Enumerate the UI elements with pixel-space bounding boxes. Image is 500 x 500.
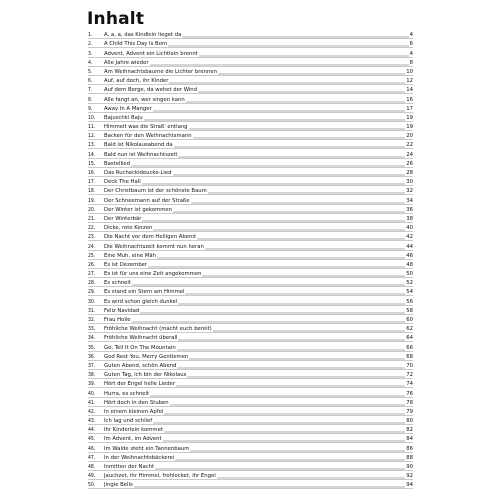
toc-entry-number: 15. — [88, 160, 96, 167]
toc-entry-number: 8. — [88, 96, 93, 103]
toc-entry-number: 7. — [88, 87, 93, 94]
toc-entry — [88, 39, 413, 48]
toc-entry-page: 34 — [406, 197, 413, 204]
toc-entry-title: Advent, Advent ein Lichtlein brennt — [104, 50, 198, 57]
toc-entry — [88, 58, 413, 67]
toc-entry-page: 44 — [406, 243, 413, 250]
toc-entry-title: Die Nacht vor dem Heiligen Abend — [104, 234, 196, 241]
toc-entry-page: 82 — [406, 427, 413, 434]
toc-entry-page: 42 — [406, 234, 413, 241]
toc-entry-title: Die Weihnachtszeit kommt nun heran — [104, 243, 204, 250]
toc-entry-page: 24 — [406, 151, 413, 158]
toc-entry-number: 18. — [88, 188, 96, 195]
toc-dot-leader — [189, 124, 406, 130]
toc-entry — [88, 342, 413, 351]
toc-dot-leader — [190, 446, 405, 452]
toc-entry-title: Der Winter ist gekommen — [104, 206, 173, 213]
toc-entry-number: 35. — [88, 344, 96, 351]
toc-dot-leader — [142, 179, 406, 185]
toc-dot-leader — [199, 51, 409, 57]
toc-entry — [88, 471, 413, 480]
toc-entry — [88, 260, 413, 269]
toc-dot-leader — [178, 152, 405, 158]
toc-entry — [88, 462, 413, 471]
toc-entry-title: Dicke, rote Kerzen — [104, 225, 153, 232]
toc-dot-leader — [205, 244, 405, 250]
toc-entry-number: 47. — [88, 454, 96, 461]
toc-entry-page: 38 — [406, 215, 413, 222]
toc-entry — [88, 214, 413, 223]
toc-dot-leader — [142, 216, 405, 222]
toc-entry-page: 68 — [406, 353, 413, 360]
toc-dot-leader — [186, 97, 406, 103]
toc-entry-title: Jingle Bells — [104, 482, 133, 489]
toc-entry-page: 94 — [406, 482, 413, 489]
toc-entry — [88, 67, 413, 76]
toc-dot-leader — [177, 345, 406, 351]
toc-dot-leader — [178, 299, 405, 305]
toc-entry-page: 26 — [406, 160, 413, 167]
toc-entry-number: 45. — [88, 436, 96, 443]
toc-dot-leader — [140, 308, 405, 314]
toc-entry — [88, 168, 413, 177]
toc-entry-number: 37. — [88, 362, 96, 369]
toc-entry-number: 46. — [88, 445, 96, 452]
toc-entry — [88, 443, 413, 452]
toc-entry-number: 14. — [88, 151, 96, 158]
toc-entry — [88, 30, 413, 39]
toc-entry-number: 24. — [88, 243, 96, 250]
toc-entry — [88, 324, 413, 333]
toc-entry — [88, 407, 413, 416]
toc-entry-page: 4 — [409, 32, 413, 39]
toc-entry — [88, 76, 413, 85]
toc-entry — [88, 113, 413, 122]
toc-entry-title: Frau Holle — [104, 317, 131, 323]
toc-entry-number: 34. — [88, 335, 96, 342]
toc-entry-page: 90 — [406, 464, 413, 470]
toc-entry-page: 50 — [406, 271, 413, 278]
toc-entry-number: 9. — [88, 105, 93, 112]
toc-entry-number: 42. — [88, 408, 96, 415]
toc-entry-page: 40 — [406, 225, 413, 232]
toc-entry-number: 17. — [88, 179, 96, 186]
toc-entry — [88, 131, 413, 140]
toc-entry-number: 48. — [88, 464, 96, 470]
toc-entry — [88, 278, 413, 287]
toc-entry-page: 72 — [406, 372, 413, 379]
toc-dot-leader — [187, 372, 405, 378]
toc-entry-title: Im Walde steht ein Tannenbaum — [104, 445, 190, 452]
toc-entry-title: Auf dem Berge, da wehet der Wind — [104, 87, 198, 94]
toc-dot-leader — [153, 106, 406, 112]
toc-entry-page: 14 — [406, 87, 413, 94]
toc-entry-title: Jauchzet, ihr Himmel, frohlocket, ihr Engel — [104, 473, 216, 480]
toc-dot-leader — [218, 69, 405, 75]
toc-entry-page: 64 — [406, 335, 413, 342]
toc-entry-page: 8 — [409, 59, 413, 66]
toc-entry-page: 84 — [406, 436, 413, 443]
toc-entry-number: 12. — [88, 133, 96, 140]
toc-entry-page: 12 — [406, 78, 413, 85]
toc-entry-number: 44. — [88, 427, 96, 434]
toc-entry-page: 48 — [406, 261, 413, 268]
toc-entry-number: 36. — [88, 353, 96, 360]
toc-entry-title: Away In A Manger — [104, 105, 152, 112]
toc-entry-number: 50. — [88, 482, 96, 489]
toc-entry — [88, 370, 413, 379]
toc-entry-title: Hört der Engel helle Lieder — [104, 381, 176, 388]
toc-entry-title: Go, Tell It On The Mountain — [104, 344, 176, 351]
toc-entry-number: 28. — [88, 280, 96, 287]
toc-entry — [88, 398, 413, 407]
toc-entry — [88, 480, 413, 489]
toc-entry-title: Bastellied — [104, 160, 131, 167]
toc-entry — [88, 352, 413, 361]
toc-dot-leader — [182, 32, 408, 38]
toc-entry-page: 79 — [406, 408, 413, 415]
toc-entry-page: 22 — [406, 142, 413, 149]
toc-entry — [88, 453, 413, 462]
toc-dot-leader — [208, 188, 405, 194]
toc-dot-leader — [175, 455, 405, 461]
toc-dot-leader — [170, 400, 406, 406]
toc-entry — [88, 251, 413, 260]
toc-entry — [88, 287, 413, 296]
toc-entry-title: Hurra, es schneit — [104, 390, 150, 397]
toc-entry-number: 6. — [88, 78, 93, 85]
toc-entry-page: 58 — [406, 307, 413, 314]
toc-dot-leader — [174, 142, 406, 148]
toc-entry-page: 88 — [406, 454, 413, 461]
toc-entry-number: 19. — [88, 197, 96, 204]
toc-entry-page: 66 — [406, 344, 413, 351]
toc-dot-leader — [164, 409, 405, 415]
toc-entry-page: 78 — [406, 399, 413, 406]
toc-entry-number: 21. — [88, 215, 96, 222]
toc-entry-title: In einem kleinen Apfel — [104, 408, 164, 415]
toc-entry-page: 62 — [406, 326, 413, 333]
toc-entry-title: Ich lag und schlief — [104, 418, 153, 425]
toc-entry-number: 38. — [88, 372, 96, 379]
toc-dot-leader — [191, 198, 406, 204]
toc-dot-leader — [178, 335, 405, 341]
toc-entry-page: 17 — [406, 105, 413, 112]
toc-dot-leader — [164, 427, 405, 433]
toc-entry — [88, 315, 413, 324]
toc-dot-leader — [150, 60, 409, 66]
toc-entry-number: 27. — [88, 271, 96, 278]
toc-entry-number: 11. — [88, 124, 96, 131]
toc-entry-page: 80 — [406, 418, 413, 425]
toc-entry-title: In der Weihnachtsbäckerei — [104, 454, 175, 461]
toc-entry-number: 23. — [88, 234, 96, 241]
toc-dot-leader — [202, 271, 405, 277]
toc-entry-title: Im Advent, im Advent — [104, 436, 162, 443]
toc-entry — [88, 48, 413, 57]
page-title: Inhalt — [87, 9, 145, 29]
toc-entry-page: 32 — [406, 188, 413, 195]
toc-entry — [88, 140, 413, 149]
toc-dot-leader — [173, 207, 405, 213]
toc-entry-page: 36 — [406, 206, 413, 213]
toc-entry-number: 49. — [88, 473, 96, 480]
toc-entry-title: Fröhliche Weihnacht (macht euch bereit) — [104, 326, 212, 333]
toc-entry — [88, 425, 413, 434]
toc-entry — [88, 379, 413, 388]
toc-entry-number: 33. — [88, 326, 96, 333]
toc-entry-page: 30 — [406, 179, 413, 186]
toc-entry-title: Alle Jahre wieder — [104, 59, 149, 66]
toc-dot-leader — [132, 317, 406, 323]
toc-entry-title: Deck The Hall — [104, 179, 141, 186]
toc-entry-title: Es wird schon gleich dunkel — [104, 298, 178, 305]
toc-dot-leader — [173, 170, 406, 176]
toc-dot-leader — [176, 381, 405, 387]
toc-dot-leader — [144, 115, 406, 121]
toc-dot-leader — [193, 133, 406, 139]
toc-entry — [88, 159, 413, 168]
toc-dot-leader — [185, 289, 405, 295]
toc-entry-title: Der Schneemann auf der Straße — [104, 197, 190, 204]
toc-entry-page: 54 — [406, 289, 413, 296]
toc-entry-title: Auf, auf doch, ihr Kinder — [104, 78, 169, 85]
toc-entry-number: 32. — [88, 317, 96, 323]
toc-dot-leader — [213, 326, 405, 332]
toc-entry-page: 86 — [406, 445, 413, 452]
toc-entry — [88, 306, 413, 315]
toc-entry-number: 41. — [88, 399, 96, 406]
toc-entry — [88, 94, 413, 103]
toc-entry-number: 10. — [88, 114, 96, 121]
toc-dot-leader — [155, 464, 405, 470]
toc-entry-title: Das Rucheckideucke-Lied — [104, 170, 172, 176]
toc-entry-page: 10 — [406, 68, 413, 75]
toc-entry-page: 92 — [406, 473, 413, 480]
toc-entry-title: Guten Tag, ich bin der Nikolaus — [104, 372, 187, 379]
toc-entry-title: Eine Muh, eine Mäh — [104, 252, 156, 259]
toc-entry-title: Es schneit — [104, 280, 131, 287]
toc-entry — [88, 361, 413, 370]
toc-entry-title: Bajuschki Baju — [104, 114, 143, 121]
toc-entry-number: 26. — [88, 261, 96, 268]
toc-entry-title: Bald nun ist Weihnachtszeit — [104, 151, 178, 158]
toc-dot-leader — [189, 354, 405, 360]
toc-entry-number: 4. — [88, 59, 93, 66]
toc-entry-number: 16. — [88, 170, 96, 176]
toc-entry — [88, 269, 413, 278]
toc-entry — [88, 122, 413, 131]
toc-entry-title: Inmitten der Nacht — [104, 464, 155, 470]
toc-entry-number: 1. — [88, 32, 93, 39]
toc-entry-page: 76 — [406, 390, 413, 397]
toc-entry-number: 25. — [88, 252, 96, 259]
toc-dot-leader — [163, 436, 406, 442]
toc-dot-leader — [217, 473, 406, 479]
toc-dot-leader — [153, 418, 405, 424]
toc-entry — [88, 296, 413, 305]
toc-dot-leader — [177, 363, 405, 369]
toc-entry — [88, 186, 413, 195]
toc-dot-leader — [131, 161, 405, 167]
toc-entry — [88, 149, 413, 158]
toc-entry-number: 43. — [88, 418, 96, 425]
toc-entry-title: Der Winterbär — [104, 215, 142, 222]
toc-entry-page: 19 — [406, 114, 413, 121]
toc-entry — [88, 333, 413, 342]
toc-entry-page: 16 — [406, 96, 413, 103]
toc-dot-leader — [150, 391, 405, 397]
toc-entry-title: Guten Abend, schön Abend — [104, 362, 177, 369]
toc-entry-page: 56 — [406, 298, 413, 305]
toc-entry-page: 60 — [406, 317, 413, 323]
toc-entry-page: 4 — [409, 50, 413, 57]
toc-dot-leader — [153, 225, 405, 231]
toc-entry-title: Fröhliche Weihnacht überall — [104, 335, 178, 342]
toc-entry-page: 46 — [406, 252, 413, 259]
toc-entry-title: A, a, a, das Kindlein lieget da — [104, 32, 182, 39]
toc-entry-number: 5. — [88, 68, 93, 75]
toc-entry — [88, 241, 413, 250]
toc-entry — [88, 388, 413, 397]
toc-entry-title: Feliz Navidad — [104, 307, 140, 314]
toc-entry-title: Es ist Dezember — [104, 261, 148, 268]
toc-entry — [88, 177, 413, 186]
toc-entry — [88, 104, 413, 113]
toc-entry-number: 39. — [88, 381, 96, 388]
toc-entry-number: 40. — [88, 390, 96, 397]
toc-dot-leader — [157, 253, 405, 259]
toc-dot-leader — [148, 262, 405, 268]
toc-entry-number: 2. — [88, 41, 93, 48]
toc-entry-title: A Child This Day Is Born — [104, 41, 168, 48]
toc-entry-page: 70 — [406, 362, 413, 369]
toc-entry-page: 52 — [406, 280, 413, 287]
toc-entry — [88, 85, 413, 94]
toc-entry-page: 28 — [406, 170, 413, 176]
toc-entry-title: Es ist für uns eine Zeit angekommen — [104, 271, 202, 278]
toc-entry-title: Der Christbaum ist der schönste Baum — [104, 188, 207, 195]
toc-dot-leader — [134, 482, 405, 488]
toc-dot-leader — [197, 234, 406, 240]
toc-entry-number: 20. — [88, 206, 96, 213]
toc-entry — [88, 195, 413, 204]
toc-entry — [88, 416, 413, 425]
toc-entry-number: 29. — [88, 289, 96, 296]
toc-entry-title: Hört doch in den Stuben — [104, 399, 169, 406]
toc-dot-leader — [168, 41, 408, 47]
toc-entry — [88, 232, 413, 241]
toc-entry-number: 3. — [88, 50, 93, 57]
table-of-contents — [88, 30, 413, 489]
toc-entry-title: Bald ist Nikolausabend da — [104, 142, 173, 149]
toc-entry-title: Es stand ein Stern am Himmel — [104, 289, 185, 296]
toc-entry-page: 19 — [406, 124, 413, 131]
toc-entry-title: Backen für den Weihnachtsmann — [104, 133, 192, 140]
toc-entry-page: 74 — [406, 381, 413, 388]
toc-entry-page: 6 — [409, 41, 413, 48]
toc-entry — [88, 434, 413, 443]
toc-entry-title: Alle fangt an, wer singen kann — [104, 96, 185, 103]
toc-dot-leader — [132, 280, 405, 286]
toc-entry-number: 30. — [88, 298, 96, 305]
toc-dot-leader — [198, 87, 405, 93]
toc-entry-title: God Rest You, Merry Gentlemen — [104, 353, 189, 360]
toc-entry-number: 22. — [88, 225, 96, 232]
toc-entry-title: Himmelt was die Straß' entlang — [104, 124, 188, 131]
toc-entry — [88, 223, 413, 232]
toc-entry-number: 13. — [88, 142, 96, 149]
toc-dot-leader — [169, 78, 405, 84]
toc-entry-title: Am Weihnachtsbaume die Lichter brennen — [104, 68, 217, 75]
toc-entry-page: 20 — [406, 133, 413, 140]
toc-entry-title: Ihr Kinderlein kommet — [104, 427, 163, 434]
toc-entry — [88, 205, 413, 214]
toc-entry-number: 31. — [88, 307, 96, 314]
